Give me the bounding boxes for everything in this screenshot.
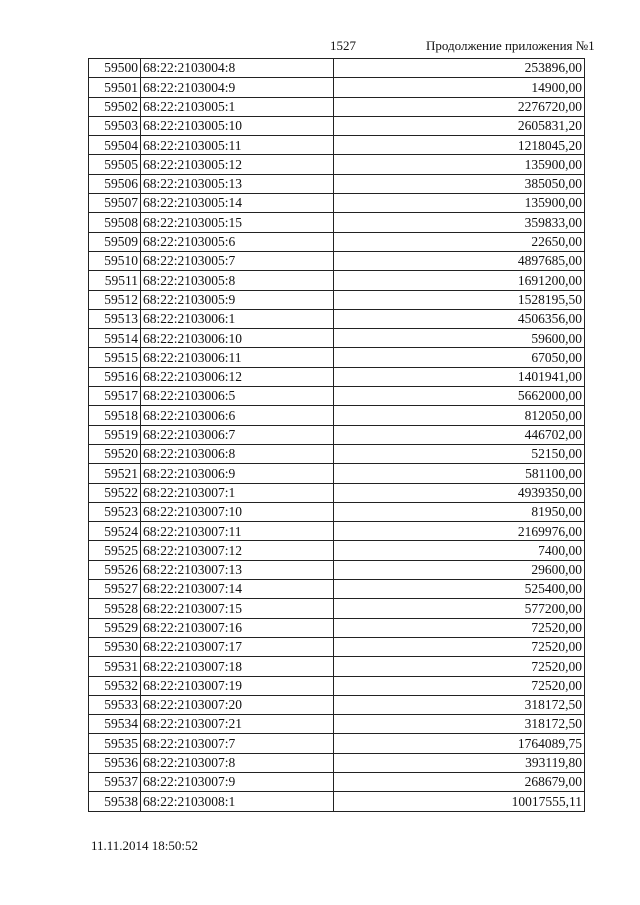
row-number: 59525 bbox=[89, 541, 141, 560]
cadastral-number: 68:22:2103004:9 bbox=[141, 78, 334, 97]
table-row bbox=[89, 367, 585, 386]
table-row bbox=[89, 772, 585, 791]
cadastral-number: 68:22:2103006:5 bbox=[141, 387, 334, 406]
row-number: 59511 bbox=[89, 271, 141, 290]
row-number: 59516 bbox=[89, 367, 141, 386]
row-number: 59509 bbox=[89, 232, 141, 251]
row-number: 59527 bbox=[89, 580, 141, 599]
row-number: 59534 bbox=[89, 715, 141, 734]
table-row bbox=[89, 271, 585, 290]
row-number: 59504 bbox=[89, 136, 141, 155]
row-number: 59510 bbox=[89, 251, 141, 270]
table-row bbox=[89, 116, 585, 135]
cadastral-number: 68:22:2103007:12 bbox=[141, 541, 334, 560]
table-row bbox=[89, 444, 585, 463]
cadastral-value: 2276720,00 bbox=[334, 97, 585, 116]
cadastral-number: 68:22:2103005:13 bbox=[141, 174, 334, 193]
row-number: 59507 bbox=[89, 194, 141, 213]
cadastral-number: 68:22:2103005:12 bbox=[141, 155, 334, 174]
table-row bbox=[89, 637, 585, 656]
row-number: 59501 bbox=[89, 78, 141, 97]
cadastral-value: 1764089,75 bbox=[334, 734, 585, 753]
row-number: 59528 bbox=[89, 599, 141, 618]
cadastral-number: 68:22:2103006:1 bbox=[141, 309, 334, 328]
table-row bbox=[89, 715, 585, 734]
cadastral-number: 68:22:2103007:8 bbox=[141, 753, 334, 772]
cadastral-value: 359833,00 bbox=[334, 213, 585, 232]
cadastral-number: 68:22:2103006:12 bbox=[141, 367, 334, 386]
row-number: 59512 bbox=[89, 290, 141, 309]
cadastral-number: 68:22:2103006:10 bbox=[141, 329, 334, 348]
registry-table-body bbox=[89, 59, 585, 812]
cadastral-value: 1401941,00 bbox=[334, 367, 585, 386]
cadastral-value: 72520,00 bbox=[334, 618, 585, 637]
cadastral-value: 10017555,11 bbox=[334, 792, 585, 811]
cadastral-value: 72520,00 bbox=[334, 676, 585, 695]
table-row bbox=[89, 406, 585, 425]
cadastral-number: 68:22:2103007:21 bbox=[141, 715, 334, 734]
table-row bbox=[89, 483, 585, 502]
row-number: 59503 bbox=[89, 116, 141, 135]
cadastral-value: 22650,00 bbox=[334, 232, 585, 251]
row-number: 59535 bbox=[89, 734, 141, 753]
row-number: 59538 bbox=[89, 792, 141, 811]
cadastral-number: 68:22:2103007:14 bbox=[141, 580, 334, 599]
row-number: 59505 bbox=[89, 155, 141, 174]
cadastral-number: 68:22:2103005:8 bbox=[141, 271, 334, 290]
cadastral-value: 525400,00 bbox=[334, 580, 585, 599]
table-row bbox=[89, 213, 585, 232]
cadastral-value: 581100,00 bbox=[334, 464, 585, 483]
cadastral-number: 68:22:2103007:1 bbox=[141, 483, 334, 502]
table-row bbox=[89, 136, 585, 155]
table-row bbox=[89, 522, 585, 541]
cadastral-number: 68:22:2103007:13 bbox=[141, 560, 334, 579]
cadastral-value: 29600,00 bbox=[334, 560, 585, 579]
table-row bbox=[89, 174, 585, 193]
cadastral-number: 68:22:2103005:6 bbox=[141, 232, 334, 251]
cadastral-number: 68:22:2103007:10 bbox=[141, 502, 334, 521]
registry-table bbox=[88, 58, 585, 812]
cadastral-value: 446702,00 bbox=[334, 425, 585, 444]
table-row bbox=[89, 329, 585, 348]
cadastral-number: 68:22:2103007:15 bbox=[141, 599, 334, 618]
cadastral-value: 7400,00 bbox=[334, 541, 585, 560]
row-number: 59530 bbox=[89, 637, 141, 656]
table-row bbox=[89, 618, 585, 637]
cadastral-value: 59600,00 bbox=[334, 329, 585, 348]
table-row bbox=[89, 753, 585, 772]
row-number: 59531 bbox=[89, 657, 141, 676]
cadastral-value: 318172,50 bbox=[334, 695, 585, 714]
table-row bbox=[89, 580, 585, 599]
cadastral-value: 4939350,00 bbox=[334, 483, 585, 502]
table-row bbox=[89, 251, 585, 270]
table-row bbox=[89, 155, 585, 174]
row-number: 59524 bbox=[89, 522, 141, 541]
cadastral-value: 2605831,20 bbox=[334, 116, 585, 135]
table-row bbox=[89, 657, 585, 676]
cadastral-number: 68:22:2103005:11 bbox=[141, 136, 334, 155]
row-number: 59508 bbox=[89, 213, 141, 232]
cadastral-value: 135900,00 bbox=[334, 194, 585, 213]
cadastral-number: 68:22:2103005:7 bbox=[141, 251, 334, 270]
cadastral-number: 68:22:2103008:1 bbox=[141, 792, 334, 811]
cadastral-value: 5662000,00 bbox=[334, 387, 585, 406]
cadastral-number: 68:22:2103007:17 bbox=[141, 637, 334, 656]
table-row bbox=[89, 792, 585, 811]
cadastral-number: 68:22:2103005:10 bbox=[141, 116, 334, 135]
page-number: 1527 bbox=[330, 38, 356, 53]
cadastral-value: 812050,00 bbox=[334, 406, 585, 425]
cadastral-number: 68:22:2103007:7 bbox=[141, 734, 334, 753]
cadastral-value: 67050,00 bbox=[334, 348, 585, 367]
cadastral-number: 68:22:2103006:11 bbox=[141, 348, 334, 367]
table-row bbox=[89, 464, 585, 483]
table-row bbox=[89, 676, 585, 695]
cadastral-value: 14900,00 bbox=[334, 78, 585, 97]
row-number: 59532 bbox=[89, 676, 141, 695]
cadastral-number: 68:22:2103006:8 bbox=[141, 444, 334, 463]
row-number: 59526 bbox=[89, 560, 141, 579]
cadastral-value: 52150,00 bbox=[334, 444, 585, 463]
table-row bbox=[89, 194, 585, 213]
table-row bbox=[89, 78, 585, 97]
print-timestamp: 11.11.2014 18:50:52 bbox=[91, 838, 199, 853]
cadastral-value: 2169976,00 bbox=[334, 522, 585, 541]
row-number: 59519 bbox=[89, 425, 141, 444]
cadastral-number: 68:22:2103004:8 bbox=[141, 59, 334, 78]
row-number: 59506 bbox=[89, 174, 141, 193]
cadastral-value: 393119,80 bbox=[334, 753, 585, 772]
cadastral-value: 253896,00 bbox=[334, 59, 585, 78]
cadastral-number: 68:22:2103005:9 bbox=[141, 290, 334, 309]
row-number: 59522 bbox=[89, 483, 141, 502]
cadastral-value: 72520,00 bbox=[334, 657, 585, 676]
table-row bbox=[89, 290, 585, 309]
table-row bbox=[89, 97, 585, 116]
row-number: 59520 bbox=[89, 444, 141, 463]
cadastral-number: 68:22:2103006:9 bbox=[141, 464, 334, 483]
cadastral-value: 135900,00 bbox=[334, 155, 585, 174]
cadastral-number: 68:22:2103005:14 bbox=[141, 194, 334, 213]
cadastral-number: 68:22:2103005:15 bbox=[141, 213, 334, 232]
table-row bbox=[89, 59, 585, 78]
row-number: 59514 bbox=[89, 329, 141, 348]
table-row bbox=[89, 387, 585, 406]
cadastral-number: 68:22:2103006:7 bbox=[141, 425, 334, 444]
row-number: 59518 bbox=[89, 406, 141, 425]
table-row bbox=[89, 695, 585, 714]
row-number: 59517 bbox=[89, 387, 141, 406]
cadastral-number: 68:22:2103006:6 bbox=[141, 406, 334, 425]
table-row bbox=[89, 541, 585, 560]
table-row bbox=[89, 232, 585, 251]
row-number: 59500 bbox=[89, 59, 141, 78]
cadastral-value: 4897685,00 bbox=[334, 251, 585, 270]
table-row bbox=[89, 348, 585, 367]
cadastral-number: 68:22:2103007:19 bbox=[141, 676, 334, 695]
row-number: 59521 bbox=[89, 464, 141, 483]
cadastral-number: 68:22:2103007:9 bbox=[141, 772, 334, 791]
table-row bbox=[89, 425, 585, 444]
cadastral-value: 1691200,00 bbox=[334, 271, 585, 290]
row-number: 59533 bbox=[89, 695, 141, 714]
row-number: 59523 bbox=[89, 502, 141, 521]
cadastral-value: 72520,00 bbox=[334, 637, 585, 656]
cadastral-value: 81950,00 bbox=[334, 502, 585, 521]
cadastral-number: 68:22:2103007:20 bbox=[141, 695, 334, 714]
row-number: 59515 bbox=[89, 348, 141, 367]
row-number: 59513 bbox=[89, 309, 141, 328]
cadastral-number: 68:22:2103005:1 bbox=[141, 97, 334, 116]
table-row bbox=[89, 309, 585, 328]
cadastral-value: 1528195,50 bbox=[334, 290, 585, 309]
cadastral-number: 68:22:2103007:11 bbox=[141, 522, 334, 541]
row-number: 59529 bbox=[89, 618, 141, 637]
cadastral-value: 4506356,00 bbox=[334, 309, 585, 328]
table-row bbox=[89, 734, 585, 753]
cadastral-value: 268679,00 bbox=[334, 772, 585, 791]
cadastral-value: 385050,00 bbox=[334, 174, 585, 193]
row-number: 59502 bbox=[89, 97, 141, 116]
row-number: 59536 bbox=[89, 753, 141, 772]
table-row bbox=[89, 502, 585, 521]
row-number: 59537 bbox=[89, 772, 141, 791]
cadastral-value: 318172,50 bbox=[334, 715, 585, 734]
continuation-title: Продолжение приложения №1 bbox=[426, 38, 595, 53]
table-row bbox=[89, 599, 585, 618]
cadastral-value: 577200,00 bbox=[334, 599, 585, 618]
cadastral-value: 1218045,20 bbox=[334, 136, 585, 155]
cadastral-number: 68:22:2103007:18 bbox=[141, 657, 334, 676]
table-row bbox=[89, 560, 585, 579]
cadastral-number: 68:22:2103007:16 bbox=[141, 618, 334, 637]
